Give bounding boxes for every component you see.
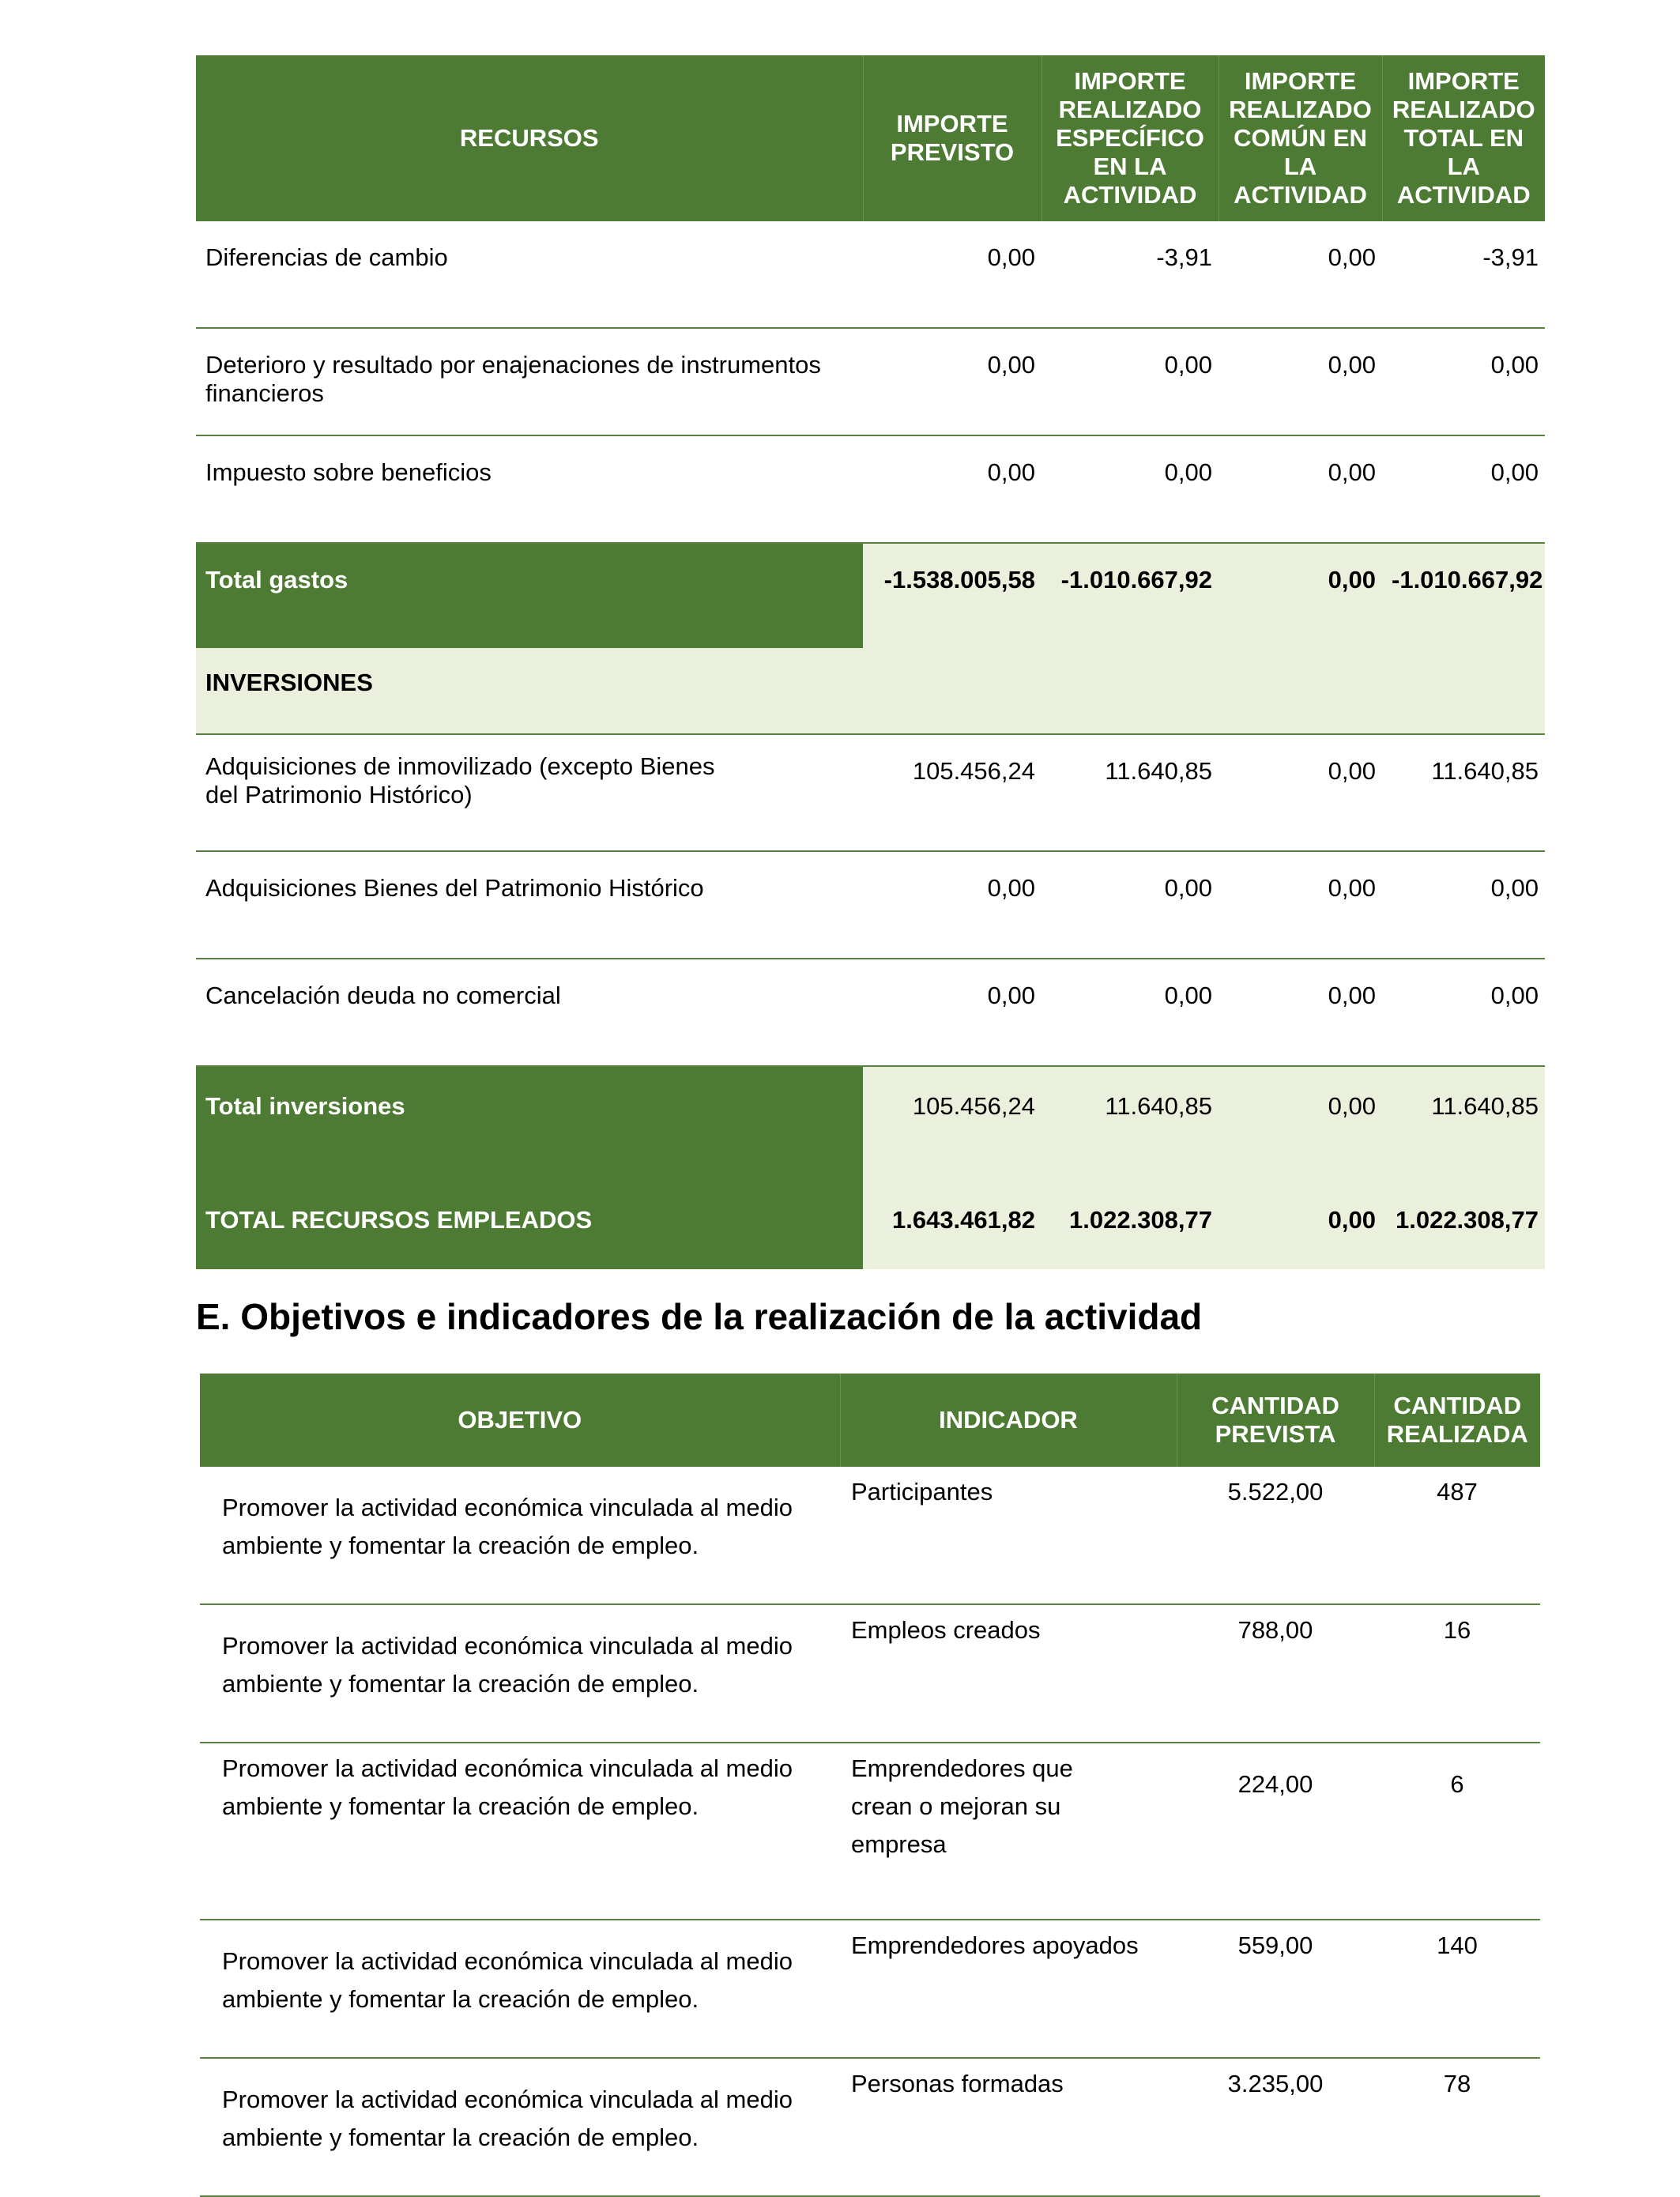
row-label: Cancelación deuda no comercial xyxy=(196,959,863,1066)
cell-total: 1.022.308,77 xyxy=(1382,1174,1545,1269)
total-recursos-label: TOTAL RECURSOS EMPLEADOS xyxy=(196,1174,863,1269)
table-row xyxy=(200,1467,1540,1604)
cell-previsto: 1.643.461,82 xyxy=(863,1174,1042,1269)
total-gastos-row xyxy=(196,543,1545,648)
cell-especifico: -1.010.667,92 xyxy=(1042,543,1219,648)
cell-especifico: 1.022.308,77 xyxy=(1042,1174,1219,1269)
cell-prevista: 5.522,00 xyxy=(1177,1467,1374,1604)
cell-comun: 0,00 xyxy=(1219,543,1382,648)
total-gastos-label: Total gastos xyxy=(196,543,863,648)
cell-previsto: 105.456,24 xyxy=(863,1066,1042,1174)
total-inversiones-label: Total inversiones xyxy=(196,1066,863,1174)
row-label: Adquisiciones Bienes del Patrimonio Histórico xyxy=(196,851,863,959)
header-recursos: RECURSOS xyxy=(196,55,863,221)
cell-total: 0,00 xyxy=(1382,328,1545,435)
cell-realizada: 16 xyxy=(1374,1604,1540,1743)
header-importe-total: IMPORTE REALIZADO TOTAL EN LA ACTIVIDAD xyxy=(1382,55,1545,221)
header-indicador: INDICADOR xyxy=(840,1374,1177,1467)
recursos-table xyxy=(196,55,1545,1269)
cell-total: 0,00 xyxy=(1382,959,1545,1066)
cell-especifico: 0,00 xyxy=(1042,328,1219,435)
cell-objetivo: Promover la actividad económica vinculada al medio ambiente y fomentar la creación de empleo. xyxy=(200,2058,840,2196)
cell-realizada: 6 xyxy=(1374,1743,1540,1920)
header-cantidad-realizada: CANTIDAD REALIZADA xyxy=(1374,1374,1540,1467)
cell-prevista: 224,00 xyxy=(1177,1743,1374,1920)
cell-prevista: 3.235,00 xyxy=(1177,2058,1374,2196)
table-row xyxy=(200,1920,1540,2058)
cell-especifico: -3,91 xyxy=(1042,221,1219,328)
cell-previsto: 0,00 xyxy=(863,221,1042,328)
table-row xyxy=(196,851,1545,959)
row-label: Impuesto sobre beneficios xyxy=(196,435,863,543)
cell-previsto: 0,00 xyxy=(863,851,1042,959)
inversiones-section-row xyxy=(196,648,1545,734)
cell-comun: 0,00 xyxy=(1219,959,1382,1066)
cell-total: 11.640,85 xyxy=(1382,1066,1545,1174)
cell-total: -1.010.667,92 xyxy=(1382,543,1545,648)
cell-indicador: Participantes xyxy=(840,1467,1177,1604)
header-objetivo: OBJETIVO xyxy=(200,1374,840,1467)
section-heading: E. Objetivos e indicadores de la realización de la actividad xyxy=(196,1296,1203,1337)
cell-especifico: 0,00 xyxy=(1042,959,1219,1066)
header-importe-comun: IMPORTE REALIZADO COMÚN EN LA ACTIVIDAD xyxy=(1219,55,1382,221)
cell-especifico: 11.640,85 xyxy=(1042,734,1219,851)
row-label: Deterioro y resultado por enajenaciones de instrumentos financieros xyxy=(196,328,863,435)
cell-previsto: -1.538.005,58 xyxy=(863,543,1042,648)
cell-realizada: 487 xyxy=(1374,1467,1540,1604)
row-label: Adquisiciones de inmovilizado (excepto Bienes del Patrimonio Histórico) xyxy=(196,734,863,851)
cell-comun: 0,00 xyxy=(1219,221,1382,328)
table-row xyxy=(200,2058,1540,2196)
cell-previsto: 0,00 xyxy=(863,959,1042,1066)
cell-comun: 0,00 xyxy=(1219,1174,1382,1269)
header-importe-especifico: IMPORTE REALIZADO ESPECÍFICO EN LA ACTIVIDAD xyxy=(1042,55,1219,221)
cell-comun: 0,00 xyxy=(1219,851,1382,959)
table-row xyxy=(196,734,1545,851)
cell-comun: 0,00 xyxy=(1219,1066,1382,1174)
header-importe-previsto: IMPORTE PREVISTO xyxy=(863,55,1042,221)
cell-indicador: Emprendedores que crean o mejoran su empresa xyxy=(840,1743,1177,1920)
cell-previsto: 0,00 xyxy=(863,435,1042,543)
cell-indicador: Emprendedores apoyados xyxy=(840,1920,1177,2058)
cell-indicador: Empleos creados xyxy=(840,1604,1177,1743)
total-recursos-row xyxy=(196,1174,1545,1269)
cell-previsto: 105.456,24 xyxy=(863,734,1042,851)
cell-objetivo: Promover la actividad económica vinculada al medio ambiente y fomentar la creación de empleo. xyxy=(200,1467,840,1604)
table-row xyxy=(196,328,1545,435)
table-row xyxy=(196,959,1545,1066)
cell-total: -3,91 xyxy=(1382,221,1545,328)
table-row xyxy=(196,435,1545,543)
cell-indicador: Personas formadas xyxy=(840,2058,1177,2196)
header-cantidad-prevista: CANTIDAD PREVISTA xyxy=(1177,1374,1374,1467)
table-row xyxy=(196,221,1545,328)
cell-realizada: 140 xyxy=(1374,1920,1540,2058)
cell-realizada: 78 xyxy=(1374,2058,1540,2196)
cell-especifico: 11.640,85 xyxy=(1042,1066,1219,1174)
cell-objetivo: Promover la actividad económica vinculada al medio ambiente y fomentar la creación de empleo. xyxy=(200,1743,840,1920)
objetivos-header-row xyxy=(200,1374,1540,1467)
row-label: Diferencias de cambio xyxy=(196,221,863,328)
cell-prevista: 559,00 xyxy=(1177,1920,1374,2058)
cell-objetivo: Promover la actividad económica vinculada al medio ambiente y fomentar la creación de empleo. xyxy=(200,1920,840,2058)
total-inversiones-row xyxy=(196,1066,1545,1174)
inversiones-label: INVERSIONES xyxy=(196,648,1545,734)
cell-total: 11.640,85 xyxy=(1382,734,1545,851)
table-row xyxy=(200,1743,1540,1920)
cell-total: 0,00 xyxy=(1382,851,1545,959)
table-row xyxy=(200,1604,1540,1743)
recursos-header-row xyxy=(196,55,1545,221)
cell-objetivo: Promover la actividad económica vinculada al medio ambiente y fomentar la creación de empleo. xyxy=(200,1604,840,1743)
cell-especifico: 0,00 xyxy=(1042,851,1219,959)
objetivos-table xyxy=(200,1374,1540,2197)
cell-prevista: 788,00 xyxy=(1177,1604,1374,1743)
cell-previsto: 0,00 xyxy=(863,328,1042,435)
cell-comun: 0,00 xyxy=(1219,734,1382,851)
cell-total: 0,00 xyxy=(1382,435,1545,543)
cell-comun: 0,00 xyxy=(1219,435,1382,543)
cell-comun: 0,00 xyxy=(1219,328,1382,435)
cell-especifico: 0,00 xyxy=(1042,435,1219,543)
